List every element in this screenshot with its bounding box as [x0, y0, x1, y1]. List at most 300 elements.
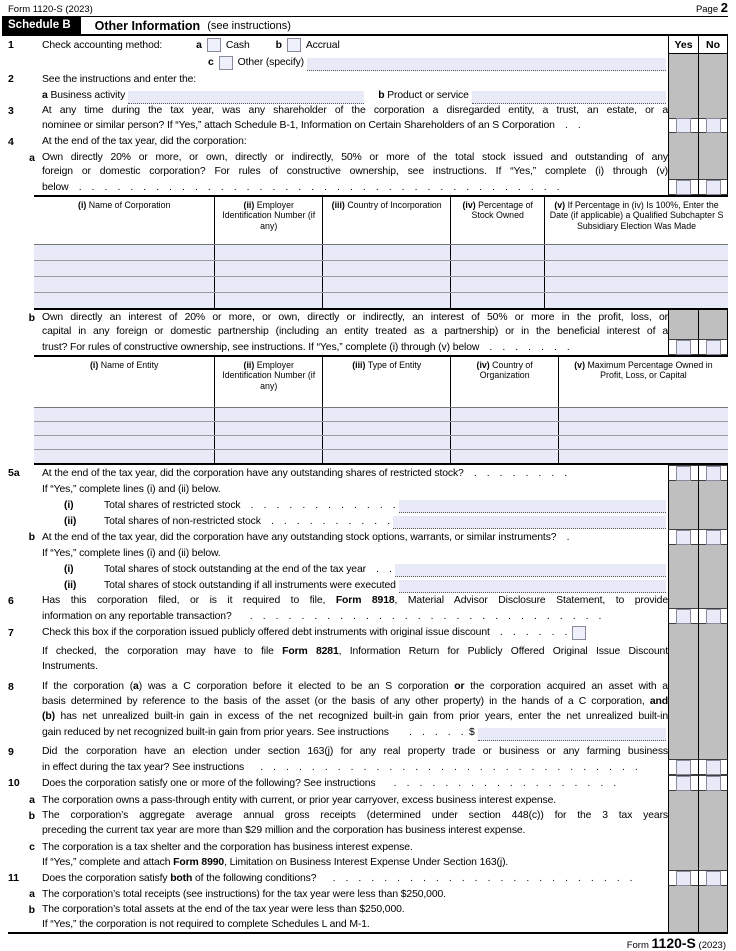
- line-text: [42, 917, 668, 932]
- column-header-text: (ii) Employer Identification Number (if any): [222, 360, 316, 391]
- table-row: [34, 292, 728, 308]
- line-number: a: [29, 151, 35, 164]
- text: Product or service: [387, 90, 469, 101]
- shaded-cell: [668, 694, 698, 709]
- text: capital in any foreign or domestic partnership (including an entity treated as a partnership) or in the beneficial interest of a: [42, 326, 668, 337]
- table-cell[interactable]: [34, 245, 214, 260]
- schedule-b-header: [2, 16, 728, 36]
- no-checkbox[interactable]: [706, 180, 721, 195]
- yes-checkbox[interactable]: [676, 466, 691, 481]
- no-answer-cell[interactable]: [698, 465, 728, 481]
- yes-checkbox[interactable]: [676, 871, 691, 886]
- dot-leader: . . . . . . . .: [463, 467, 568, 479]
- table-cell[interactable]: [214, 245, 322, 260]
- line-c: [6, 838, 728, 854]
- line-continuation: [6, 497, 728, 513]
- table-cell[interactable]: [322, 261, 450, 276]
- shaded-cell: [698, 624, 728, 641]
- line-text: [42, 545, 668, 561]
- line-continuation: [6, 481, 728, 497]
- no-column-header: No: [698, 36, 728, 54]
- table-cell[interactable]: [34, 277, 214, 292]
- yes-answer-cell[interactable]: [668, 529, 698, 545]
- answer-cells: [668, 641, 728, 659]
- line-number: 3: [8, 105, 14, 117]
- table-cell[interactable]: [34, 436, 214, 449]
- table-cell[interactable]: [214, 450, 322, 463]
- table-cell[interactable]: [558, 450, 728, 463]
- yes-column-header: Yes: [668, 36, 698, 54]
- line-text: [42, 310, 668, 325]
- text: Business activity: [50, 90, 126, 101]
- text: Instruments.: [42, 661, 98, 672]
- line-text: [42, 608, 668, 624]
- shaded-cell: [698, 823, 728, 838]
- shaded-cell: [668, 724, 698, 741]
- table-cell[interactable]: [322, 450, 450, 463]
- line-text: [42, 118, 668, 133]
- line-text: [42, 674, 668, 694]
- line-a: [6, 791, 728, 807]
- table-row: [34, 435, 728, 449]
- line-2: [6, 71, 728, 87]
- input-field[interactable]: [399, 580, 666, 593]
- yes-answer-cell[interactable]: [668, 775, 698, 791]
- shaded-cell: [698, 104, 728, 118]
- answer-cells: [668, 513, 728, 529]
- line-number: [6, 724, 42, 741]
- shaded-cell: [668, 133, 698, 150]
- shaded-cell: [698, 593, 728, 608]
- dot-leader: . . . . . . . . . . . . . . . . . . . . . . . . . . . . . . . . . . . . . .: [68, 181, 560, 193]
- shaded-cell: [668, 481, 698, 497]
- shaded-cell: [668, 497, 698, 513]
- text: If “Yes,” complete lines (i) and (ii) below.: [42, 483, 221, 495]
- yes-answer-cell[interactable]: [668, 179, 698, 195]
- shaded-cell: [668, 593, 698, 608]
- dot-leader: . . . . . .: [489, 627, 568, 638]
- table-header-row: [34, 357, 728, 408]
- line-10: [6, 775, 728, 791]
- text: The corporation’s total receipts (see instructions) for the tax year were less than $250,000.: [42, 888, 446, 900]
- text: , Limitation on Business Interest Expense Under Section 163(j).: [224, 856, 509, 868]
- line-1: [6, 36, 728, 54]
- table-cell[interactable]: [214, 422, 322, 435]
- table-row: [34, 245, 728, 260]
- table-cell[interactable]: [322, 245, 450, 260]
- dot-leader: . .: [554, 120, 581, 131]
- line-continuation: [6, 917, 728, 932]
- line-number: [6, 577, 42, 593]
- checkbox[interactable]: [287, 38, 301, 52]
- line-number: b: [28, 531, 35, 543]
- line-text: [42, 87, 668, 104]
- answer-cells: [668, 71, 728, 87]
- line-number: 11: [8, 872, 20, 884]
- answer-cells: [668, 179, 728, 195]
- bold-text: and: [649, 696, 668, 707]
- text: See the instructions and enter the:: [42, 73, 197, 85]
- table-cell[interactable]: [34, 422, 214, 435]
- line-number: a: [29, 794, 35, 806]
- table-cell[interactable]: [214, 293, 322, 308]
- shaded-cell: [668, 807, 698, 823]
- text: Check this box if the corporation issued publicly offered debt instruments with original issue discount: [42, 627, 490, 638]
- text: At the end of the tax year, did the corporation have any outstanding shares of restricted stock?: [42, 467, 464, 479]
- yes-answer-cell[interactable]: [668, 118, 698, 133]
- bold-text: Form 8281: [282, 646, 339, 657]
- text: Does the corporation satisfy: [42, 872, 171, 884]
- line-number: 4: [8, 135, 14, 148]
- line-continuation: [6, 54, 728, 71]
- table-cell[interactable]: [450, 422, 558, 435]
- no-checkbox[interactable]: [706, 871, 721, 886]
- line-number: [6, 561, 42, 577]
- bottom-rule: [8, 932, 728, 934]
- input-field[interactable]: [395, 564, 666, 577]
- text: nominee or similar person? If “Yes,” attach Schedule B-1, Information on Certain Shareholders of an S Corporation: [42, 120, 555, 131]
- no-answer-cell[interactable]: [698, 118, 728, 133]
- answer-cells: [668, 150, 728, 165]
- column-header-text: (v) Maximum Percentage Owned in Profit, Loss, or Capital: [574, 360, 713, 381]
- line-number: [6, 165, 42, 179]
- line-8: [6, 674, 728, 694]
- shaded-cell: [698, 310, 728, 325]
- shaded-cell: [668, 838, 698, 854]
- answer-cells: [668, 165, 728, 179]
- line-text: [42, 339, 668, 355]
- yes-checkbox[interactable]: [676, 340, 691, 355]
- yes-checkbox[interactable]: [676, 609, 691, 624]
- table-cell[interactable]: [34, 261, 214, 276]
- column-index: (iii): [352, 360, 368, 370]
- no-answer-cell[interactable]: [698, 529, 728, 545]
- answer-cells: [668, 104, 728, 118]
- table-cell[interactable]: [450, 277, 544, 292]
- input-field[interactable]: [128, 91, 364, 104]
- shaded-cell: [698, 674, 728, 694]
- line-number: [6, 54, 42, 71]
- shaded-cell: [668, 854, 698, 870]
- text: The corporation is a tax shelter and the corporation has business interest expense.: [42, 841, 413, 853]
- input-field[interactable]: [399, 500, 666, 513]
- column-index: (i): [89, 360, 101, 370]
- checkbox[interactable]: [572, 626, 586, 640]
- text: If “Yes,” complete lines (i) and (ii) below.: [42, 547, 221, 559]
- line-a: [6, 150, 728, 165]
- input-field[interactable]: [472, 91, 666, 104]
- table-cell[interactable]: [214, 408, 322, 421]
- line-b: [6, 529, 728, 545]
- text: Did the corporation have an election under section 163(j) for any real property trade or business or any farming business: [42, 746, 668, 757]
- line-number: [6, 179, 42, 195]
- line-number: [6, 481, 42, 497]
- bold-text: Form 8918: [335, 595, 395, 606]
- table-row: [34, 449, 728, 463]
- bold-text: or: [454, 681, 465, 692]
- line-text: [42, 902, 668, 917]
- bold-text: a: [133, 681, 139, 692]
- text: Cash: [225, 39, 250, 51]
- line-text: [42, 854, 668, 870]
- line-text: [42, 741, 668, 759]
- line-continuation: [6, 641, 728, 659]
- line-text: [42, 150, 668, 165]
- text: Accrual: [305, 39, 340, 51]
- column-header: [450, 357, 558, 407]
- line-continuation: [6, 87, 728, 104]
- table-row: [34, 260, 728, 276]
- line-text: [42, 325, 668, 339]
- line-number: 8: [8, 681, 14, 693]
- table-cell[interactable]: [34, 293, 214, 308]
- table-cell[interactable]: [322, 422, 450, 435]
- shaded-cell: [698, 87, 728, 104]
- column-header-text: (iv) Percentage of Stock Owned: [462, 200, 533, 221]
- dot-leader: . . . . . . . . . . . . . . . . . . . . . . . .: [322, 872, 633, 884]
- line-text: [42, 807, 668, 823]
- table-cell[interactable]: [558, 422, 728, 435]
- table-row: [34, 421, 728, 435]
- table-cell[interactable]: [544, 261, 728, 276]
- yes-answer-cell[interactable]: [668, 339, 698, 355]
- bold-text: b: [378, 90, 388, 101]
- table-cell[interactable]: [558, 408, 728, 421]
- answer-cells: [668, 465, 728, 481]
- text: ) was a C corporation before it elected to be an S corporation: [138, 681, 455, 692]
- no-checkbox[interactable]: [706, 466, 721, 481]
- input-field[interactable]: [307, 58, 666, 71]
- table-cell[interactable]: [34, 450, 214, 463]
- answer-cells: [668, 902, 728, 917]
- shaded-cell: [668, 823, 698, 838]
- table-cell[interactable]: [450, 436, 558, 449]
- column-header: [450, 197, 544, 244]
- line-4: [6, 133, 728, 150]
- table-cell[interactable]: [450, 450, 558, 463]
- dot-leader: . . . . . . . . . . . . . . . . . . . . . . . . . . . .: [239, 610, 602, 622]
- shaded-cell: [668, 674, 698, 694]
- column-index: (v): [554, 200, 568, 210]
- dot-leader: . .: [365, 563, 392, 575]
- text: has net unrealized built-in gain in excess of the net recognized built-in gain from prior years, enter the net unrealized built-in: [54, 711, 668, 722]
- answer-cells: [668, 497, 728, 513]
- yes-checkbox[interactable]: [676, 118, 691, 133]
- table-cell[interactable]: [214, 261, 322, 276]
- checkbox[interactable]: [219, 56, 233, 70]
- shaded-cell: [668, 624, 698, 641]
- no-checkbox[interactable]: [706, 760, 721, 775]
- text: If the corporation (: [42, 681, 134, 692]
- input-field[interactable]: [393, 516, 666, 529]
- no-checkbox[interactable]: [706, 118, 721, 133]
- shaded-cell: [698, 659, 728, 674]
- line-text: [42, 513, 668, 529]
- no-answer-cell[interactable]: [698, 775, 728, 791]
- table-cell[interactable]: [544, 245, 728, 260]
- text: Total shares of non-restricted stock: [104, 515, 261, 527]
- shaded-cell: [698, 561, 728, 577]
- line-text: [42, 641, 668, 659]
- text: Has this corporation filed, or is it required to file,: [42, 595, 336, 606]
- bold-text: Form 8990: [173, 856, 225, 868]
- shaded-cell: [698, 577, 728, 593]
- table-cell[interactable]: [34, 408, 214, 421]
- answer-cells: [668, 823, 728, 838]
- table-cell[interactable]: [214, 436, 322, 449]
- page-label: Page: [695, 4, 719, 15]
- line-number: [6, 513, 42, 529]
- answer-cells: [668, 593, 728, 608]
- shaded-cell: [698, 513, 728, 529]
- shaded-cell: [698, 133, 728, 150]
- no-answer-cell[interactable]: [698, 870, 728, 886]
- line-number: 1: [8, 39, 14, 51]
- dot-leader: .: [556, 531, 570, 543]
- shaded-cell: [668, 310, 698, 325]
- no-checkbox[interactable]: [706, 340, 721, 355]
- text: preceding the current tax year are more than $29 million and the corporation has business interest expense.: [42, 825, 526, 836]
- table-cell[interactable]: [214, 277, 322, 292]
- line-number: 6: [8, 594, 14, 607]
- answer-cells: [668, 775, 728, 791]
- line-continuation: [6, 577, 728, 593]
- no-answer-cell[interactable]: [698, 608, 728, 624]
- shaded-cell: [668, 902, 698, 917]
- table-cell[interactable]: [558, 436, 728, 449]
- yes-checkbox[interactable]: [676, 530, 691, 545]
- shaded-cell: [668, 87, 698, 104]
- input-field[interactable]: [478, 728, 666, 741]
- text: , Information Return for Publicly Offered Original Issue Discount: [338, 646, 668, 657]
- line-continuation: [6, 179, 728, 195]
- table-cell[interactable]: [450, 261, 544, 276]
- line-number: c: [29, 841, 35, 853]
- item-label: (ii): [64, 579, 77, 591]
- table-cell[interactable]: [322, 408, 450, 421]
- line-text: [42, 624, 668, 641]
- text: , Material Advisor Disclosure Statement, to provide: [394, 595, 668, 606]
- answer-cells: [668, 724, 728, 741]
- footer-form-number: 1120-S: [651, 935, 696, 951]
- line-9: [6, 741, 728, 759]
- table-cell[interactable]: [450, 293, 544, 308]
- column-header-text: (iv) Country of Organization: [476, 360, 533, 381]
- line-continuation: [6, 724, 728, 741]
- line-text: [42, 36, 668, 54]
- shaded-cell: [698, 724, 728, 741]
- yes-checkbox[interactable]: [676, 760, 691, 775]
- answer-cells: [668, 577, 728, 593]
- schedule-subtitle: (see instructions): [207, 19, 291, 32]
- answer-cells: [668, 133, 728, 150]
- column-header: [214, 357, 322, 407]
- shaded-cell: [668, 791, 698, 807]
- yes-checkbox[interactable]: [676, 776, 691, 791]
- text: If “Yes,” complete and attach: [42, 856, 174, 868]
- line-number: 10: [8, 777, 20, 789]
- table-header-row: [34, 197, 728, 245]
- yes-answer-cell[interactable]: [668, 759, 698, 775]
- table-cell[interactable]: [450, 245, 544, 260]
- answer-cells: [668, 529, 728, 545]
- column-header-text: (i) Name of Corporation: [78, 200, 171, 210]
- table-cell[interactable]: [322, 436, 450, 449]
- no-answer-cell[interactable]: [698, 759, 728, 775]
- text: Total shares of stock outstanding at the end of the tax year: [104, 563, 366, 575]
- shaded-cell: [698, 641, 728, 659]
- line-text: [42, 497, 668, 513]
- line-5a: [6, 465, 728, 481]
- shaded-cell: [698, 709, 728, 724]
- footer-form-year: (2023): [698, 940, 726, 951]
- line-number: [6, 87, 42, 104]
- page-header: [0, 0, 736, 15]
- table-cell[interactable]: [544, 277, 728, 292]
- shaded-cell: [668, 641, 698, 659]
- questions-block-3: [6, 465, 728, 932]
- answer-cells: [668, 759, 728, 775]
- schedule-b-label: Schedule B: [2, 17, 81, 34]
- no-checkbox[interactable]: [706, 776, 721, 791]
- bold-text: c: [208, 57, 214, 68]
- answer-cells: [668, 545, 728, 561]
- item-label: (ii): [64, 515, 77, 527]
- column-header-text: (v) If Percentage in (iv) Is 100%, Enter the Date (if applicable) a Qualified Subchapter S Subsidiary Election Was Made: [549, 200, 724, 231]
- shaded-cell: [698, 741, 728, 759]
- yes-answer-cell[interactable]: [668, 608, 698, 624]
- yes-checkbox[interactable]: [676, 180, 691, 195]
- no-checkbox[interactable]: [706, 609, 721, 624]
- line-text: [42, 465, 668, 481]
- shaded-cell: [698, 694, 728, 709]
- no-answer-cell[interactable]: [698, 339, 728, 355]
- yes-answer-cell[interactable]: [668, 465, 698, 481]
- table-cell[interactable]: [544, 293, 728, 308]
- footer-form-label: Form: [626, 940, 649, 951]
- column-header: [322, 357, 450, 407]
- text: Other (specify): [237, 57, 305, 68]
- no-checkbox[interactable]: [706, 530, 721, 545]
- column-header: [544, 197, 728, 244]
- table-cell[interactable]: [450, 408, 558, 421]
- form-id: Form 1120-S (2023): [8, 4, 93, 15]
- table-cell[interactable]: [322, 293, 450, 308]
- yes-answer-cell[interactable]: [668, 870, 698, 886]
- no-answer-cell[interactable]: [698, 179, 728, 195]
- dot-leader: . . . . . . . . . . . .: [240, 499, 396, 511]
- column-index: (ii): [243, 200, 257, 210]
- entity-ownership-table: [34, 355, 728, 465]
- answer-cells: [668, 36, 728, 54]
- questions-block-1: [6, 36, 728, 195]
- table-cell[interactable]: [322, 277, 450, 292]
- shaded-cell: [698, 886, 728, 902]
- line-b: [6, 902, 728, 917]
- line-continuation: [6, 759, 728, 775]
- checkbox[interactable]: [207, 38, 221, 52]
- shaded-cell: [698, 71, 728, 87]
- item-label: (i): [64, 563, 74, 575]
- dot-leader: . . . . . . .: [479, 341, 570, 353]
- text: information on any reportable transaction?: [42, 610, 232, 622]
- questions-block-2: [6, 310, 728, 355]
- line-continuation: [6, 513, 728, 529]
- text: below: [42, 181, 69, 193]
- column-header: [34, 357, 214, 407]
- line-continuation: [6, 545, 728, 561]
- shaded-cell: [698, 497, 728, 513]
